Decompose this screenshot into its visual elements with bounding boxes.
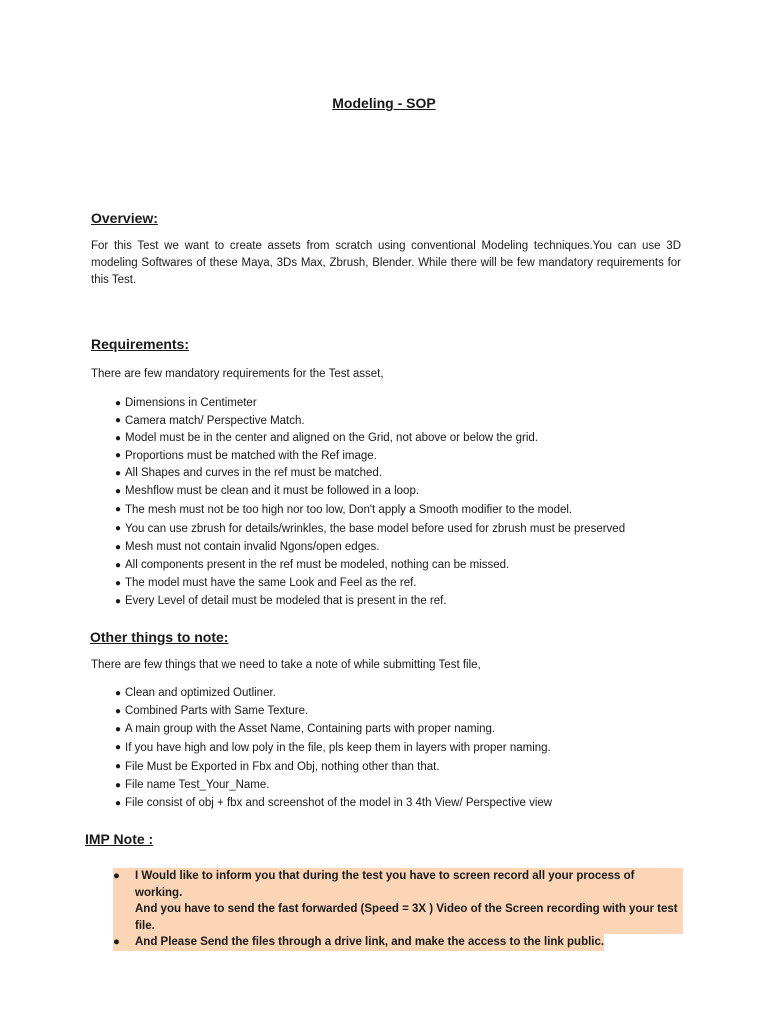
overview-text: For this Test we want to create assets from scratch using conventional Modeling techniques.You can use 3D modeling Softwares of these Maya, 3Ds Max, Zbrush, Blender. While there will be few mandatory requirements for this Test. xyxy=(91,240,681,286)
list-item: ● A main group with the Asset Name, Containing parts with proper naming. xyxy=(115,723,496,735)
other-intro: There are few things that we need to take a note of while submitting Test file, xyxy=(91,659,481,671)
bullet-icon: ● xyxy=(115,761,122,772)
list-item: ● If you have high and low poly in the file, pls keep them in layers with proper naming. xyxy=(115,741,551,754)
requirements-list xyxy=(115,394,625,610)
bullet-icon: ● xyxy=(115,797,122,809)
list-item: ● Combined Parts with Same Texture. xyxy=(115,705,309,717)
list-item: ● Every Level of detail must be modeled that is present in the ref. xyxy=(115,595,447,607)
list-item: ● File Must be Exported in Fbx and Obj, nothing other than that. xyxy=(115,760,440,773)
bullet-icon: ● xyxy=(113,934,135,951)
list-item: ● Clean and optimized Outliner. xyxy=(115,687,276,699)
list-item: ● Dimensions in Centimeter xyxy=(115,397,257,409)
bullet-icon: ● xyxy=(115,397,122,409)
bullet-icon: ● xyxy=(115,687,122,699)
other-heading: Other things to note: xyxy=(90,629,229,645)
list-item: ● All Shapes and curves in the ref must be matched. xyxy=(115,467,382,479)
imp-note-line: I Would like to inform you that during the test you have to screen record all your process of working. xyxy=(135,868,683,901)
bullet-icon: ● xyxy=(115,504,122,515)
requirements-heading: Requirements: xyxy=(91,336,190,352)
bullet-icon: ● xyxy=(115,432,122,444)
bullet-icon: ● xyxy=(115,467,122,479)
list-item: ● Camera match/ Perspective Match. xyxy=(115,414,305,427)
list-item: ● Meshflow must be clean and it must be followed in a loop. xyxy=(115,485,420,497)
list-item: ● File consist of obj + fbx and screenshot of the model in 3 4th View/ Perspective view xyxy=(115,797,553,809)
bullet-icon: ● xyxy=(115,723,122,735)
imp-heading: IMP Note : xyxy=(85,831,154,847)
list-item: ● The mesh must not be too high nor too low, Don't apply a Smooth modifier to the model. xyxy=(115,503,573,516)
list-item: ● All components present in the ref must be modeled, nothing can be missed. xyxy=(115,559,510,571)
bullet-icon: ● xyxy=(115,779,122,791)
bullet-icon: ● xyxy=(115,485,122,497)
list-item: ● You can use zbrush for details/wrinkles, the base model before used for zbrush must be preserved xyxy=(115,522,626,535)
bullet-icon: ● xyxy=(115,595,122,607)
bullet-icon: ● xyxy=(115,541,122,553)
list-item: ● File name Test_Your_Name. xyxy=(115,779,270,791)
list-item: ● Model must be in the center and aligned on the Grid, not above or below the grid. xyxy=(115,432,538,444)
bullet-icon: ● xyxy=(115,705,122,717)
other-list xyxy=(115,684,552,812)
page-title: Modeling - SOP xyxy=(332,95,436,111)
overview-heading: Overview: xyxy=(91,210,158,226)
imp-note-line: And Please Send the files through a drive link, and make the access to the link public. xyxy=(135,934,604,951)
bullet-icon: ● xyxy=(115,450,122,461)
imp-list xyxy=(113,868,683,951)
bullet-icon: ● xyxy=(115,577,122,589)
list-item: ● Proportions must be matched with the Ref image. xyxy=(115,449,377,462)
requirements-intro: There are few mandatory requirements for the Test asset, xyxy=(91,368,384,380)
list-item xyxy=(113,868,683,934)
list-item xyxy=(113,934,683,951)
imp-note-line: And you have to send the fast forwarded (Speed = 3X ) Video of the Screen recording with your test file. xyxy=(135,901,683,934)
list-item: ● The model must have the same Look and Feel as the ref. xyxy=(115,577,417,589)
bullet-icon: ● xyxy=(115,559,122,571)
bullet-icon: ● xyxy=(113,868,135,934)
bullet-icon: ● xyxy=(115,523,122,534)
bullet-icon: ● xyxy=(115,742,122,753)
bullet-icon: ● xyxy=(115,415,122,426)
list-item: ● Mesh must not contain invalid Ngons/open edges. xyxy=(115,541,380,553)
